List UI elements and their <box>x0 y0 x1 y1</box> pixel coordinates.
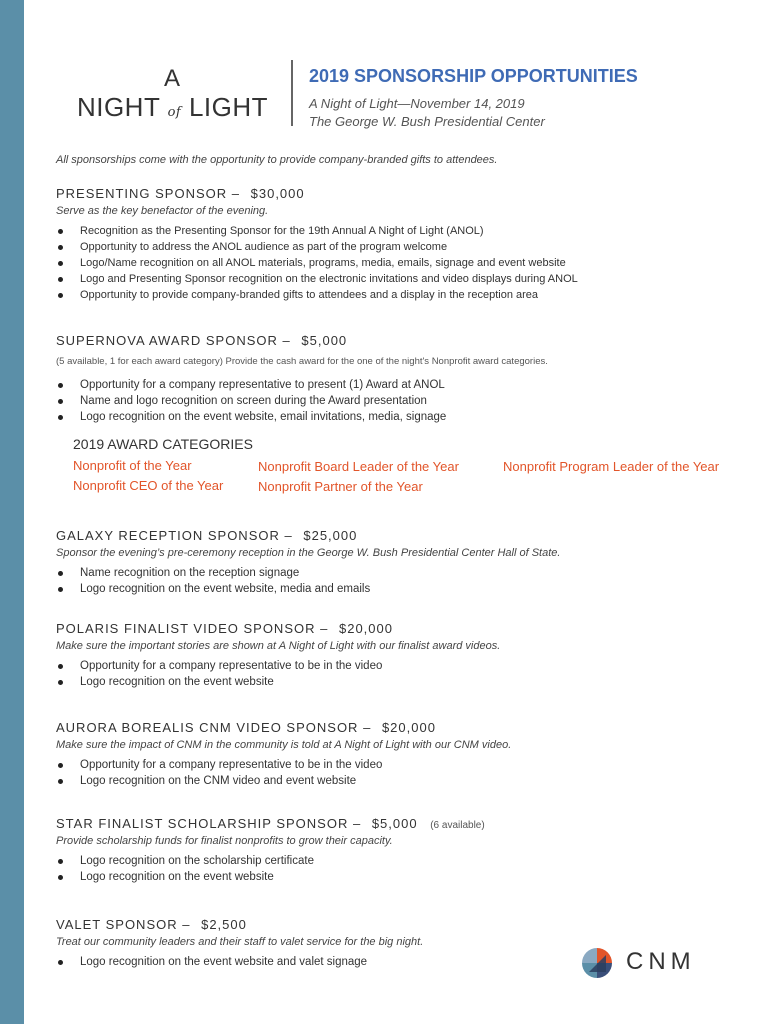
heading-dash: – <box>352 816 362 831</box>
benefit-list <box>56 377 756 425</box>
sponsor-price: $25,000 <box>303 528 358 543</box>
list-item: Logo recognition on the event website <box>56 674 756 690</box>
availability-note: (6 available) <box>430 820 485 831</box>
sponsor-price: $30,000 <box>250 186 305 201</box>
event-venue: The George W. Bush Presidential Center <box>309 114 545 129</box>
sponsor-price: $5,000 <box>371 816 418 831</box>
award-category: Nonprofit Program Leader of the Year <box>503 459 720 474</box>
list-item: Logo recognition on the CNM video and event website <box>56 773 756 789</box>
night-of-light-logo <box>70 66 275 126</box>
polaris-sponsor-section <box>56 621 756 690</box>
award-categories-title: 2019 AWARD CATEGORIES <box>73 436 253 452</box>
award-category: Nonprofit Partner of the Year <box>258 479 423 494</box>
list-item: Recognition as the Presenting Sponsor for the 19th Annual A Night of Light (ANOL) <box>56 223 756 239</box>
list-item: Opportunity for a company representative to be in the video <box>56 658 756 674</box>
section-description: Provide scholarship funds for finalist nonprofits to grow their capacity. <box>56 835 393 847</box>
benefit-list <box>56 565 756 597</box>
section-heading <box>56 333 756 348</box>
sponsor-name: STAR FINALIST SCHOLARSHIP SPONSOR <box>56 816 349 831</box>
cnm-mark-icon <box>580 946 614 980</box>
section-description: Make sure the important stories are shown at A Night of Light with our finalist award videos. <box>56 640 501 652</box>
sponsor-name: GALAXY RECEPTION SPONSOR <box>56 528 280 543</box>
star-sponsor-section <box>56 816 756 885</box>
list-item: Logo recognition on the event website, media and emails <box>56 581 756 597</box>
section-heading <box>56 917 756 932</box>
section-heading <box>56 186 756 201</box>
section-heading <box>56 816 756 831</box>
section-description: Serve as the key benefactor of the evening. <box>56 205 269 217</box>
galaxy-sponsor-section <box>56 528 756 597</box>
section-description: Make sure the impact of CNM in the community is told at A Night of Light with our CNM video. <box>56 739 512 751</box>
presenting-sponsor-section <box>56 186 756 303</box>
sponsor-name: PRESENTING SPONSOR <box>56 186 228 201</box>
list-item: Opportunity to address the ANOL audience as part of the program welcome <box>56 239 756 255</box>
header-divider <box>291 60 293 126</box>
event-date: A Night of Light—November 14, 2019 <box>309 96 525 111</box>
benefit-list <box>56 757 756 789</box>
list-item: Logo recognition on the event website and valet signage <box>56 954 756 970</box>
list-item: Opportunity to provide company-branded gifts to attendees and a display in the reception area <box>56 287 756 303</box>
benefit-list <box>56 853 756 885</box>
sponsor-name: VALET SPONSOR <box>56 917 178 932</box>
intro-note: All sponsorships come with the opportunity to provide company-branded gifts to attendees. <box>56 154 498 166</box>
logo-word-light: LIGHT <box>188 92 269 122</box>
sponsor-price: $20,000 <box>381 720 436 735</box>
cnm-wordmark: CNM <box>626 948 696 975</box>
logo-word-night: NIGHT <box>76 92 160 122</box>
heading-dash: – <box>284 528 293 543</box>
sponsor-price: $2,500 <box>201 917 247 932</box>
list-item: Name and logo recognition on screen during the Award presentation <box>56 393 756 409</box>
cnm-logo <box>580 946 700 980</box>
list-item: Logo/Name recognition on all ANOL materials, programs, media, emails, signage and event website <box>56 255 756 271</box>
section-heading <box>56 621 756 636</box>
list-item: Logo recognition on the event website, email invitations, media, signage <box>56 409 756 425</box>
list-item: Opportunity for a company representative to be in the video <box>56 757 756 773</box>
section-heading <box>56 720 756 735</box>
sponsor-name: AURORA BOREALIS CNM VIDEO SPONSOR <box>56 720 359 735</box>
section-description: Treat our community leaders and their staff to valet service for the big night. <box>56 936 424 948</box>
logo-word-of: of <box>167 105 182 120</box>
supernova-sponsor-section <box>56 333 756 425</box>
section-description: Sponsor the evening’s pre-ceremony reception in the George W. Bush Presidential Center Hall of State. <box>56 547 561 559</box>
benefit-list <box>56 223 756 303</box>
heading-dash: – <box>231 186 240 201</box>
award-category: Nonprofit of the Year <box>73 458 192 473</box>
heading-dash: – <box>320 621 329 636</box>
logo-line-main <box>70 92 275 128</box>
aurora-sponsor-section <box>56 720 756 789</box>
sponsor-name: POLARIS FINALIST VIDEO SPONSOR <box>56 621 316 636</box>
list-item: Logo recognition on the scholarship certificate <box>56 853 756 869</box>
side-accent-bar <box>0 0 24 1024</box>
list-item: Logo recognition on the event website <box>56 869 756 885</box>
award-category: Nonprofit CEO of the Year <box>73 478 224 493</box>
heading-dash: – <box>363 720 372 735</box>
heading-dash: – <box>182 917 191 932</box>
section-heading <box>56 528 756 543</box>
sponsor-price: $5,000 <box>301 333 348 348</box>
logo-line-a: A <box>163 65 181 92</box>
list-item: Name recognition on the reception signage <box>56 565 756 581</box>
benefit-list <box>56 658 756 690</box>
heading-dash: – <box>282 333 291 348</box>
sponsor-price: $20,000 <box>338 621 393 636</box>
sponsor-name: SUPERNOVA AWARD SPONSOR <box>56 333 278 348</box>
list-item: Logo and Presenting Sponsor recognition on the electronic invitations and video displays during ANOL <box>56 271 756 287</box>
award-category: Nonprofit Board Leader of the Year <box>258 459 459 474</box>
page-title: 2019 SPONSORSHIP OPPORTUNITIES <box>309 66 638 86</box>
section-description: (5 available, 1 for each award category) Provide the cash award for the one of the night's Nonprofit award categories. <box>56 356 548 367</box>
list-item: Opportunity for a company representative to present (1) Award at ANOL <box>56 377 756 393</box>
